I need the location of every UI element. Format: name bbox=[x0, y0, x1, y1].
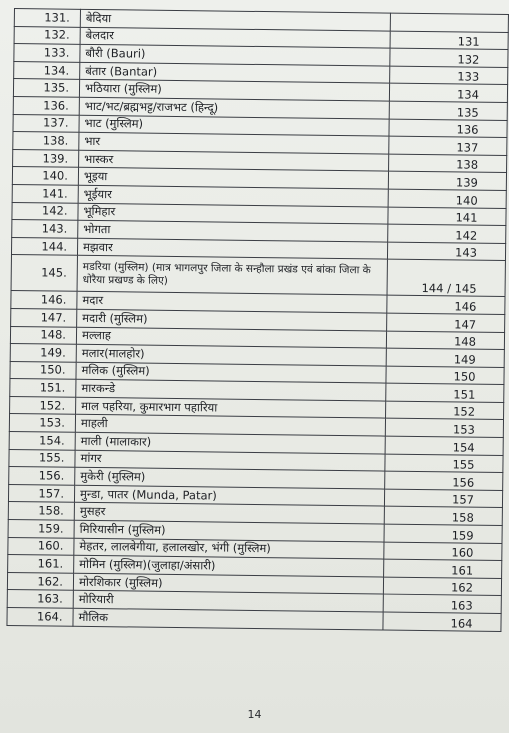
caste-name: मौलिक bbox=[73, 608, 383, 629]
caste-name: मलार(मालहोर) bbox=[76, 344, 386, 365]
code-number: 155 bbox=[385, 454, 503, 473]
caste-list-sheet bbox=[6, 8, 509, 632]
caste-name: मदार bbox=[77, 292, 387, 313]
code-number: 132 bbox=[390, 48, 508, 67]
code-number: 137 bbox=[389, 136, 507, 155]
caste-name: मडरिया (मुस्लिम) (मात्र भागलपुर जिला के सन्हौला प्रखंड एवं बांका जिला के धोरैया प्रखण्ड के लिए) bbox=[77, 256, 387, 296]
caste-list-table bbox=[6, 8, 509, 632]
serial-number: 144. bbox=[11, 237, 77, 255]
serial-number: 142. bbox=[12, 202, 78, 220]
caste-name: मोरियारी bbox=[73, 591, 383, 612]
serial-number: 160. bbox=[8, 537, 74, 555]
code-number: 157 bbox=[384, 489, 502, 508]
code-number: 135 bbox=[389, 101, 507, 120]
caste-name: बेदिया bbox=[80, 9, 390, 30]
code-number: 143 bbox=[387, 242, 505, 261]
code-number: 134 bbox=[389, 83, 507, 102]
caste-name: बेलदार bbox=[80, 27, 390, 48]
serial-number: 146. bbox=[11, 291, 77, 309]
serial-number: 140. bbox=[12, 167, 78, 185]
serial-number: 141. bbox=[12, 184, 78, 202]
page-number: 14 bbox=[247, 708, 262, 721]
serial-number: 133. bbox=[14, 44, 80, 62]
code-number: 142 bbox=[388, 224, 506, 243]
serial-number: 153. bbox=[9, 414, 75, 432]
code-number: 154 bbox=[385, 436, 503, 455]
caste-name: भार bbox=[79, 132, 389, 153]
caste-name: भास्कर bbox=[79, 150, 389, 171]
code-number: 151 bbox=[386, 383, 504, 402]
caste-name: मझवार bbox=[77, 238, 387, 259]
caste-name: भूइया bbox=[78, 168, 388, 189]
caste-name: मांगर bbox=[75, 450, 385, 471]
caste-name: मुन्डा, पातर (Munda, Patar) bbox=[74, 485, 384, 506]
caste-list-rows bbox=[7, 9, 508, 632]
caste-name: बंतार (Bantar) bbox=[80, 62, 390, 83]
code-number: 159 bbox=[384, 524, 502, 543]
code-number: 163 bbox=[383, 594, 501, 613]
code-number: 152 bbox=[386, 401, 504, 420]
caste-name: भोगता bbox=[78, 220, 388, 241]
serial-number: 159. bbox=[8, 519, 74, 537]
serial-number: 152. bbox=[10, 396, 76, 414]
caste-name: मोरशिकार (मुस्लिम) bbox=[73, 573, 383, 594]
code-number: 162 bbox=[383, 577, 501, 596]
caste-name: माहली bbox=[75, 415, 385, 436]
serial-number: 151. bbox=[10, 379, 76, 397]
code-number bbox=[390, 13, 508, 32]
serial-number: 149. bbox=[10, 344, 76, 362]
caste-name: भठियारा (मुस्लिम) bbox=[79, 80, 389, 101]
code-number: 146 bbox=[387, 295, 505, 314]
serial-number: 156. bbox=[9, 467, 75, 485]
code-number: 131 bbox=[390, 31, 508, 50]
serial-number: 147. bbox=[11, 308, 77, 326]
table-row bbox=[11, 255, 505, 297]
serial-number: 150. bbox=[10, 361, 76, 379]
serial-number: 148. bbox=[10, 326, 76, 344]
serial-number: 155. bbox=[9, 449, 75, 467]
caste-name: मलिक (मुस्लिम) bbox=[76, 362, 386, 383]
serial-number: 154. bbox=[9, 432, 75, 450]
code-number: 147 bbox=[387, 313, 505, 332]
serial-number: 143. bbox=[12, 220, 78, 238]
caste-name: मारकन्डे bbox=[76, 380, 386, 401]
serial-number: 138. bbox=[13, 132, 79, 150]
caste-name: मल्लाह bbox=[76, 327, 386, 348]
serial-number: 158. bbox=[8, 502, 74, 520]
code-number: 158 bbox=[384, 507, 502, 526]
serial-number: 161. bbox=[8, 555, 74, 573]
caste-name: मिरियासीन (मुस्लिम) bbox=[74, 520, 384, 541]
code-number: 141 bbox=[388, 207, 506, 226]
serial-number: 164. bbox=[7, 607, 73, 625]
code-number: 164 bbox=[383, 612, 501, 631]
code-number: 149 bbox=[386, 348, 504, 367]
serial-number: 131. bbox=[14, 9, 80, 27]
caste-name: मोमिन (मुस्लिम)(जुलाहा/अंसारी) bbox=[74, 555, 384, 576]
code-number: 153 bbox=[385, 419, 503, 438]
caste-name: भाट/भट/ब्रह्मभट्ट/राजभट (हिन्दू) bbox=[79, 97, 389, 118]
serial-number: 162. bbox=[7, 572, 73, 590]
serial-number: 135. bbox=[13, 79, 79, 97]
code-number: 161 bbox=[384, 559, 502, 578]
caste-name: माली (मालाकार) bbox=[75, 432, 385, 453]
code-number: 150 bbox=[386, 366, 504, 385]
code-number: 144 / 145 bbox=[387, 259, 505, 296]
code-number: 140 bbox=[388, 189, 506, 208]
serial-number: 145. bbox=[11, 255, 77, 292]
serial-number: 163. bbox=[7, 590, 73, 608]
code-number: 148 bbox=[386, 331, 504, 350]
caste-name: मुकेरी (मुस्लिम) bbox=[75, 468, 385, 489]
caste-name: बौरी (Bauri) bbox=[80, 44, 390, 65]
code-number: 139 bbox=[388, 171, 506, 190]
caste-name: भूमिहार bbox=[78, 203, 388, 224]
serial-number: 139. bbox=[13, 149, 79, 167]
serial-number: 157. bbox=[8, 484, 74, 502]
caste-name: भाट (मुस्लिम) bbox=[79, 115, 389, 136]
caste-name: माल पहरिया, कुमारभाग पहारिया bbox=[76, 397, 386, 418]
serial-number: 132. bbox=[14, 26, 80, 44]
caste-name: मदारी (मुस्लिम) bbox=[77, 309, 387, 330]
code-number: 133 bbox=[390, 66, 508, 85]
code-number: 138 bbox=[389, 154, 507, 173]
code-number: 156 bbox=[385, 471, 503, 490]
code-number: 160 bbox=[384, 542, 502, 561]
serial-number: 137. bbox=[13, 114, 79, 132]
serial-number: 136. bbox=[13, 96, 79, 114]
serial-number: 134. bbox=[14, 61, 80, 79]
code-number: 136 bbox=[389, 119, 507, 138]
caste-name: मुसहर bbox=[74, 503, 384, 524]
caste-name: भूईयार bbox=[78, 185, 388, 206]
caste-name: मेहतर, लालबेगीया, हलालखोर, भंगी (मुस्लिम) bbox=[74, 538, 384, 559]
